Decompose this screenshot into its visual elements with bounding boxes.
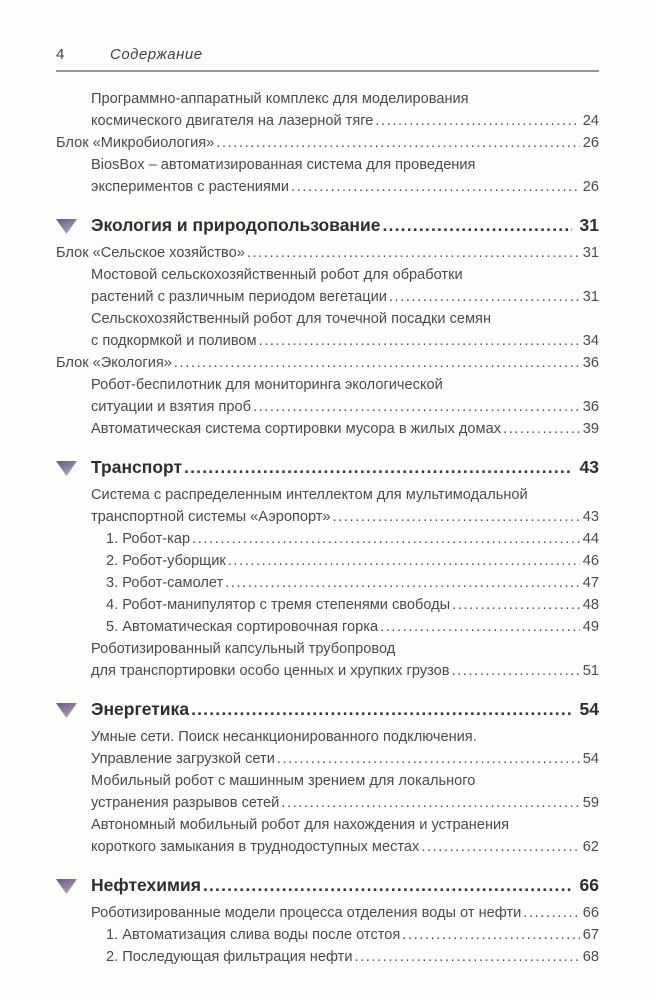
entry-last-line	[106, 528, 599, 550]
entry-last-line	[91, 286, 599, 308]
section-title: Транспорт	[91, 457, 183, 477]
dot-leader	[281, 792, 579, 814]
entry-page-ref: 34	[582, 333, 599, 349]
section-header	[91, 873, 599, 899]
toc-entry	[91, 374, 599, 418]
entry-text: Сельскохозяйственный робот для точечной посадки семян	[91, 311, 492, 327]
section-header	[91, 697, 599, 723]
entry-page-ref: 68	[582, 949, 599, 965]
entry-last-line	[106, 550, 599, 572]
toc-entry	[91, 308, 599, 352]
entry-text: 1. Автоматизация слива воды после отстоя	[106, 927, 401, 943]
entry-text: растений с различным периодом вегетации	[91, 289, 387, 305]
entry-text: Роботизированные модели процесса отделения воды от нефти	[91, 905, 522, 921]
entry-page-ref: 47	[582, 575, 599, 591]
toc-entry	[106, 550, 599, 572]
triangle-down-icon	[56, 879, 77, 894]
toc-entry	[106, 924, 599, 946]
dot-leader	[355, 946, 580, 968]
toc-entry	[56, 352, 599, 374]
toc-entry	[91, 88, 599, 132]
entry-text: Мостовой сельскохозяйственный робот для обработки	[91, 267, 463, 283]
dot-leader	[421, 836, 579, 858]
entry-page-ref: 36	[582, 355, 599, 371]
entry-text: короткого замыкания в труднодоступных местах	[91, 839, 420, 855]
entry-page-ref: 51	[582, 663, 599, 679]
entry-page-ref: 49	[582, 619, 599, 635]
folio-page-number: 4	[56, 46, 65, 63]
dot-leader	[174, 352, 580, 374]
entry-last-line	[91, 418, 599, 440]
toc-entry	[91, 638, 599, 682]
entry-last-line	[106, 924, 599, 946]
toc-entry	[91, 902, 599, 924]
dot-leader	[375, 110, 579, 132]
dot-leader	[452, 660, 580, 682]
entry-text: 5. Автоматическая сортировочная горка	[106, 619, 379, 635]
toc-entry	[56, 242, 599, 264]
entry-text: 2. Робот-уборщик	[106, 553, 226, 569]
entry-text: Управление загрузкой сети	[91, 751, 275, 767]
section-header	[91, 455, 599, 481]
header-rule	[56, 70, 599, 72]
dot-leader	[389, 286, 580, 308]
entry-page-ref: 54	[582, 751, 599, 767]
entry-last-line	[56, 352, 599, 374]
triangle-down-icon	[56, 703, 77, 718]
dot-leader	[216, 132, 579, 154]
toc-entry	[91, 770, 599, 814]
entry-text: ситуации и взятия проб	[91, 399, 251, 415]
toc-entry	[91, 814, 599, 858]
toc-entry	[106, 946, 599, 968]
entry-page-ref: 26	[582, 179, 599, 195]
dot-leader	[291, 176, 580, 198]
entry-last-line	[91, 748, 599, 770]
toc-entry	[106, 616, 599, 638]
toc-entry	[106, 594, 599, 616]
dot-leader	[277, 748, 580, 770]
dot-leader	[253, 396, 580, 418]
entry-text: Мобильный робот с машинным зрением для локального	[91, 773, 476, 789]
running-head	[56, 46, 599, 63]
entry-last-line	[106, 594, 599, 616]
entry-page-ref: 67	[582, 927, 599, 943]
entry-last-line	[56, 242, 599, 264]
entry-page-ref: 62	[582, 839, 599, 855]
entry-text: 4. Робот-манипулятор с тремя степенями свободы	[106, 597, 451, 613]
entry-text: Автоматическая система сортировки мусора в жилых домах	[91, 421, 501, 437]
dot-leader	[191, 697, 571, 722]
entry-last-line	[56, 132, 599, 154]
triangle-down-icon	[56, 219, 77, 234]
entry-last-line	[91, 110, 599, 132]
toc-list	[56, 88, 599, 968]
entry-text: для транспортировки особо ценных и хрупких грузов	[91, 663, 450, 679]
section-header	[91, 213, 599, 239]
entry-last-line	[91, 792, 599, 814]
entry-page-ref: 48	[582, 597, 599, 613]
entry-last-line	[106, 946, 599, 968]
entry-text: Блок «Микробиология»	[56, 135, 215, 151]
entry-last-line	[106, 572, 599, 594]
dot-leader	[452, 594, 580, 616]
entry-text: Программно-аппаратный комплекс для моделирования	[91, 91, 469, 107]
entry-last-line	[91, 836, 599, 858]
toc-entry	[91, 484, 599, 528]
dot-leader	[333, 506, 580, 528]
entry-text: 1. Робот-кар	[106, 531, 191, 547]
section-title: Экология и природопользование	[91, 215, 381, 235]
dot-leader	[402, 924, 579, 946]
entry-page-ref: 46	[582, 553, 599, 569]
entry-text: Умные сети. Поиск несанкционированного подключения.	[91, 729, 477, 745]
entry-page-ref: 36	[582, 399, 599, 415]
dot-leader	[203, 873, 572, 898]
section-page-ref: 31	[579, 215, 599, 235]
dot-leader	[383, 213, 572, 238]
entry-text: устранения разрывов сетей	[91, 795, 280, 811]
entry-text: Система с распределенным интеллектом для мультимодальной	[91, 487, 528, 503]
entry-last-line	[91, 396, 599, 418]
entry-text: BiosBox – автоматизированная система для проведения	[91, 157, 476, 173]
entry-page-ref: 31	[582, 245, 599, 261]
entry-text: Блок «Экология»	[56, 355, 172, 371]
entry-last-line	[91, 902, 599, 924]
dot-leader	[380, 616, 580, 638]
entry-text: с подкормкой и поливом	[91, 333, 257, 349]
entry-text: экспериментов с растениями	[91, 179, 290, 195]
dot-leader	[184, 455, 571, 480]
dot-leader	[503, 418, 580, 440]
section-title: Нефтехимия	[91, 875, 201, 895]
section-page-ref: 43	[579, 457, 599, 477]
section-title: Энергетика	[91, 699, 190, 719]
entry-last-line	[91, 506, 599, 528]
entry-page-ref: 43	[582, 509, 599, 525]
entry-text: космического двигателя на лазерной тяге	[91, 113, 374, 129]
entry-page-ref: 44	[582, 531, 599, 547]
dot-leader	[523, 902, 579, 924]
toc-entry	[91, 264, 599, 308]
dot-leader	[247, 242, 580, 264]
dot-leader	[228, 550, 580, 572]
toc-entry	[56, 132, 599, 154]
entry-page-ref: 59	[582, 795, 599, 811]
page-title: Содержание	[110, 46, 203, 63]
entry-page-ref: 24	[582, 113, 599, 129]
entry-page-ref: 31	[582, 289, 599, 305]
entry-text: 3. Робот-самолет	[106, 575, 224, 591]
dot-leader	[225, 572, 580, 594]
triangle-down-icon	[56, 461, 77, 476]
toc-entry	[91, 726, 599, 770]
entry-last-line	[91, 176, 599, 198]
toc-entry	[91, 154, 599, 198]
toc-entry	[106, 528, 599, 550]
entry-text: Роботизированный капсульный трубопровод	[91, 641, 396, 657]
entry-text: транспортной системы «Аэропорт»	[91, 509, 331, 525]
section-page-ref: 66	[579, 875, 599, 895]
dot-leader	[259, 330, 580, 352]
entry-last-line	[91, 330, 599, 352]
dot-leader	[192, 528, 580, 550]
section-page-ref: 54	[579, 699, 599, 719]
entry-page-ref: 66	[582, 905, 599, 921]
toc-entry	[91, 418, 599, 440]
entry-text: Автономный мобильный робот для нахождения и устранения	[91, 817, 510, 833]
entry-text: 2. Последующая фильтрация нефти	[106, 949, 353, 965]
entry-last-line	[106, 616, 599, 638]
entry-page-ref: 26	[582, 135, 599, 151]
entry-text: Робот-беспилотник для мониторинга экологической	[91, 377, 443, 393]
toc-entry	[106, 572, 599, 594]
entry-text: Блок «Сельское хозяйство»	[56, 245, 245, 261]
entry-last-line	[91, 660, 599, 682]
entry-page-ref: 39	[582, 421, 599, 437]
